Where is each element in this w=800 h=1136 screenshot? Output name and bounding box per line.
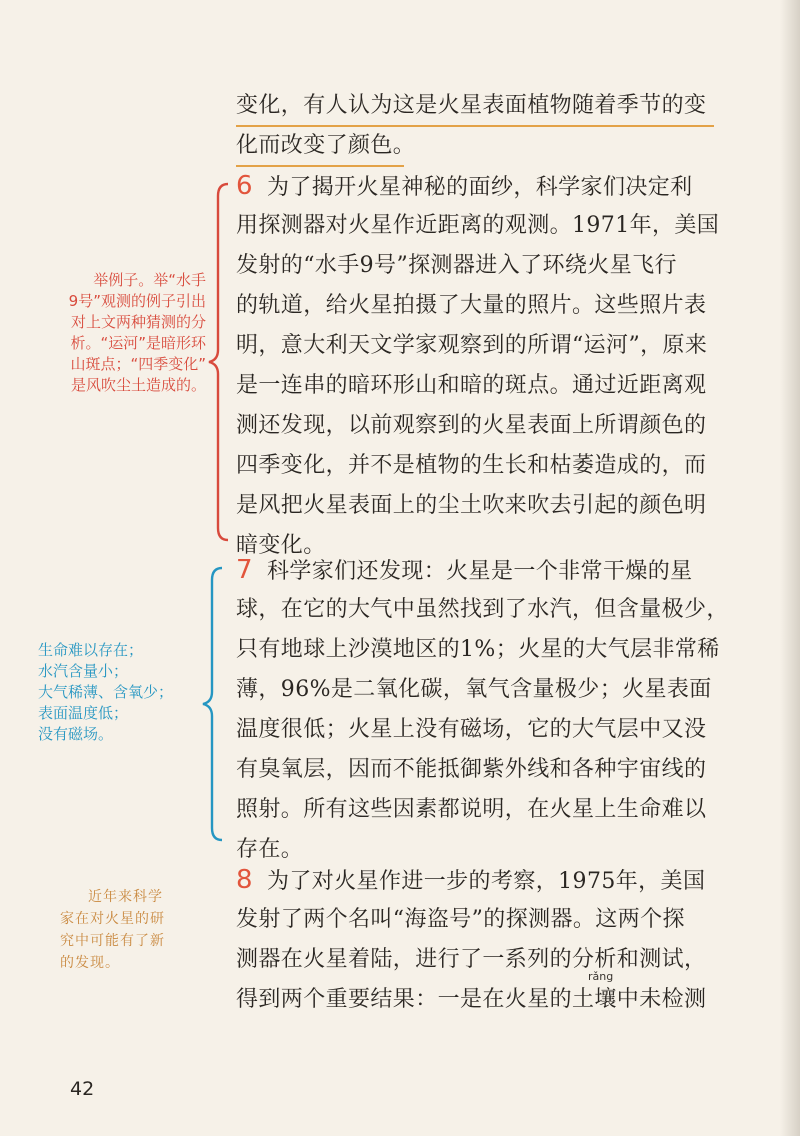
text-line: 是一连串的暗环形山和暗的斑点。通过近距离观 [236, 373, 707, 398]
red-bracket [206, 182, 232, 542]
note-line: 家在对火星的研 [60, 911, 165, 927]
text-line: 变化，有人认为这是火星表面植物随着季节的变 [236, 93, 707, 118]
paragraph-6 [236, 166, 720, 566]
text-line: 得到两个重要结果：一是在火星的土壤中未检测 [236, 987, 707, 1012]
note-line: 9号”观测的例子引出 [68, 292, 206, 310]
note-line: 近年来科学 [88, 889, 163, 905]
text-line: 测器在火星着陆，进行了一系列的分析和测试， [236, 947, 707, 972]
paragraph-number: 6 [236, 171, 253, 201]
note-line: 对上文两种猜测的分 [70, 313, 206, 331]
text-line: 用探测器对火星作近距离的观测。1971年，美国 [236, 213, 720, 238]
page-number: 42 [70, 1078, 95, 1100]
side-note-blue [38, 640, 173, 745]
text-line: 发射的“水手9号”探测器进入了环绕火星飞行 [236, 253, 677, 278]
paragraph-number: 8 [236, 865, 253, 895]
pinyin-annotation: rǎng [588, 970, 614, 983]
text-line: 存在。 [236, 837, 304, 862]
text-line: 球，在它的大气中虽然找到了水汽，但含量极少， [236, 597, 729, 622]
paragraph-7 [236, 550, 729, 870]
note-line: 的发现。 [60, 955, 120, 971]
text-line: 6 为了揭开火星神秘的面纱，科学家们决定利 [236, 171, 693, 201]
note-line: 析。“运河”是暗形环 [70, 334, 206, 352]
text-line: 四季变化，并不是植物的生长和枯萎造成的，而 [236, 453, 707, 478]
note-line: 没有磁场。 [38, 725, 114, 743]
text-line: 是风把火星表面上的尘土吹来吹去引起的颜色明 [236, 493, 707, 518]
note-line: 是风吹尘土造成的。 [70, 376, 206, 394]
text-line: 7 科学家们还发现：火星是一个非常干燥的星 [236, 555, 693, 585]
note-line: 表面温度低； [38, 704, 129, 722]
text-line: 测还发现，以前观察到的火星表面上所谓颜色的 [236, 413, 707, 438]
highlight-underline [236, 125, 714, 127]
note-line: 水汽含量小； [38, 662, 129, 680]
note-line: 大气稀薄、含氧少； [38, 683, 174, 701]
paragraph-8 [236, 860, 712, 1020]
blue-bracket [200, 566, 226, 842]
side-note-red [22, 270, 206, 396]
note-line: 究中可能有了新 [60, 933, 165, 949]
side-note-orange [60, 886, 200, 974]
text-line: 只有地球上沙漠地区的1%；火星的大气层非常稀 [236, 637, 720, 662]
text-line: 薄，96%是二氧化碳，氧气含量极少；火星表面 [236, 677, 712, 702]
note-line: 举例子。举“水手 [93, 271, 206, 289]
text-line: 照射。所有这些因素都说明，在火星上生命难以 [236, 797, 707, 822]
page-edge-shadow [780, 0, 800, 1136]
text-line: 明，意大利天文学家观察到的所谓“运河”，原来 [236, 333, 708, 358]
text-line: 暗变化。 [236, 533, 326, 558]
text-line: 的轨道，给火星拍摄了大量的照片。这些照片表 [236, 293, 707, 318]
note-line: 山斑点；“四季变化” [70, 355, 206, 373]
note-line: 生命难以存在； [38, 641, 144, 659]
text-line: 化而改变了颜色。 [236, 133, 416, 158]
text-line: 8 为了对火星作进一步的考察，1975年，美国 [236, 865, 706, 895]
text-line: 有臭氧层，因而不能抵御紫外线和各种宇宙线的 [236, 757, 707, 782]
text-line: 发射了两个名叫“海盗号”的探测器。这两个探 [236, 907, 685, 932]
paragraph-number: 7 [236, 555, 253, 585]
text-line: 温度很低；火星上没有磁场，它的大气层中又没 [236, 717, 707, 742]
